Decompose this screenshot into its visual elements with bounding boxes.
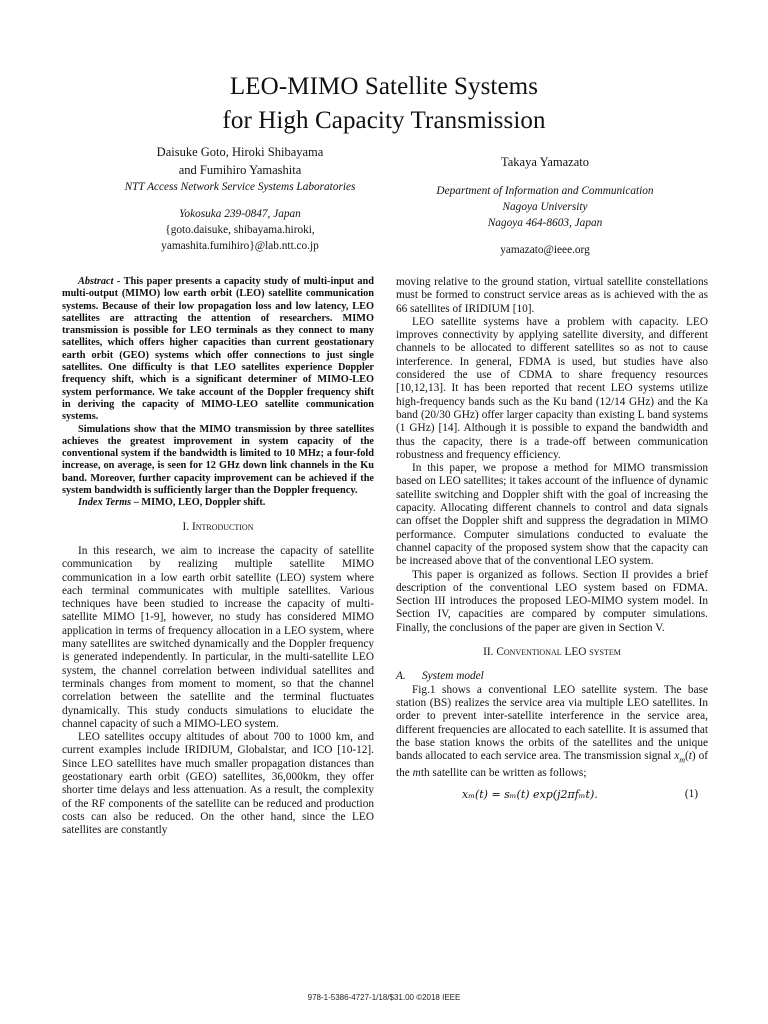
intro-paragraph-3: LEO satellite systems have a problem with capacity. LEO improves connectivity by applying satellite diversity, and different channels to be allocated to different satellites so as not to cause interference. In general, FDMA is used, but studies have also considered the use of CDMA to share frequency resources [10,12,13]. It has been reported that recent LEO systems utilize high-frequency bands such as the Ku band (12/14 GHz) and the Ka band (20/30 GHz) offer larger capacity than existing L band systems (1 GHz) [14]. Although it is possible to expand the bandwidth and thus the capacity, there is a trade-off between communication robustness and frequency efficiency. bbox=[396, 315, 708, 461]
section-title: Introduction bbox=[191, 520, 254, 533]
right-column bbox=[396, 276, 708, 808]
author-address: Nagoya 464-8603, Japan bbox=[487, 217, 603, 229]
author-org: NTT Access Network Service Systems Laboratories bbox=[124, 181, 356, 193]
author-email: {goto.daisuke, shibayama.hiroki, bbox=[165, 224, 315, 236]
author-univ: Nagoya University bbox=[502, 201, 588, 213]
equation-body: xₘ(t) = sₘ(t) exp(j2πfₘt). bbox=[462, 787, 598, 801]
author-block-left bbox=[90, 143, 390, 254]
abstract-paragraph bbox=[62, 276, 374, 424]
index-terms bbox=[62, 497, 374, 509]
author-email-cont: yamashita.fumihiro}@lab.ntt.co.jp bbox=[161, 240, 319, 252]
index-terms-text: – MIMO, LEO, Doppler shift. bbox=[131, 497, 266, 509]
section-title: Conventional LEO system bbox=[496, 646, 621, 659]
paper-title bbox=[0, 70, 768, 138]
equation-1 bbox=[396, 788, 708, 808]
variable-t: t bbox=[688, 750, 692, 763]
intro-paragraph-2: LEO satellites occupy altitudes of about 700 to 1000 km, and current examples include IRIDIUM, Globalstar, and ICO [10-12]. Since LEO satellites have much smaller propagation distances than geostationary earth orbit (GEO) satellites, 36,000km, they offer shorter time delays and less attenuation. As a result, the complexity of the RF components of the satellite can be reduced and production costs can also be reduced. On the other hand, since the LEO satellites are constantly bbox=[62, 731, 374, 837]
copyright-footer: 978-1-5386-4727-1/18/$31.00 ©2018 IEEE bbox=[307, 993, 461, 1002]
abstract-text: - This paper presents a capacity study of multi-input and multi-output (MIMO) low earth orbit (LEO) satellite communication systems. Because of their low propagation loss and low latency, LEO satellites are attracting the attention of researchers. MIMO transmission is possible for LEO terminals as they connect to many satellites, which offers higher capacities than current geostationary earth orbit (GEO) systems which offer connections to just single satellites. One difficulty is that LEO satellites experience Doppler frequency shift, which is a significant determiner of MIMO-LEO system performance. We take account of the Doppler frequency shift in deriving the capacity of MIMO-LEO satellite communication systems. bbox=[62, 276, 374, 423]
variable-m: m bbox=[412, 766, 421, 779]
author-names-cont: and Fumihiro Yamashita bbox=[178, 163, 302, 177]
abstract-label: Abstract bbox=[78, 276, 114, 287]
author-email: yamazato@ieee.org bbox=[500, 244, 590, 256]
author-names: Daisuke Goto, Hiroki Shibayama bbox=[156, 145, 324, 159]
section-heading-conventional bbox=[396, 646, 708, 659]
section-number: I. bbox=[182, 520, 192, 533]
intro-paragraph-1: In this research, we aim to increase the capacity of satellite communication by realizing multiple satellite MIMO communication in a low earth orbit satellite (LEO) system where each terminal communicates with multiple satellites. Various techniques have been studied to increase the capacity of multi-satellite MIMO [1-9], however, no study has considered MIMO application in terms of frequency allocation in a LEO system, where many satellites are switched dynamically and the Doppler frequency is generated independently. In particular, in the multi-satellite LEO system, the channel correlation between individual satellites and terminals changes from moment to moment, so that the channel correlation between the satellite and the terminal fluctuates dynamically. This study conducts simulations to elucidate the channel capacity of such a MIMO-LEO system. bbox=[62, 544, 374, 730]
subsection-title: System model bbox=[422, 670, 484, 683]
title-line-1: LEO-MIMO Satellite Systems bbox=[229, 73, 539, 100]
abstract-paragraph-2: Simulations show that the MIMO transmission by three satellites achieves the greatest improvement in system capacity of the conventional system if the bandwidth is limited to 10 MHz; a four-fold increase, on average, is seen for 12 GHz down link channels in the Ku band. Moreover, further capacity improvement can be achieved if the system bandwidth is sufficiently larger than the Doppler frequency. bbox=[62, 423, 374, 497]
paragraph-text: ) of the bbox=[396, 750, 709, 779]
left-column bbox=[62, 276, 374, 837]
subscript-m: m bbox=[679, 755, 685, 765]
title-line-2: for High Capacity Transmission bbox=[222, 107, 546, 134]
intro-paragraph-2-continued: moving relative to the ground station, virtual satellite constellations must be formed to construct service areas as is achieved with the as 66 satellites of IRIDIUM [10]. bbox=[396, 276, 708, 315]
section-number: II. bbox=[483, 646, 497, 659]
author-block-right bbox=[395, 153, 695, 258]
section-heading-introduction bbox=[62, 521, 374, 534]
intro-paragraph-5: This paper is organized as follows. Section II provides a brief description of the conventional LEO system based on FDMA. Section III introduces the proposed LEO-MIMO system model. In Section IV, capacities are compared by computer simulations. Finally, the conclusions of the paper are given in Section V. bbox=[396, 568, 708, 634]
subsection-letter: A. bbox=[396, 670, 406, 683]
paragraph-text: ( bbox=[684, 750, 689, 763]
author-name: Takaya Yamazato bbox=[501, 155, 589, 169]
subsection-heading bbox=[396, 670, 708, 683]
paragraph-text: Fig.1 shows a conventional LEO satellite system. The base station (BS) realizes the service area via multiple LEO satellites. In order to prevent inter-satellite interference in the service area, different frequencies are allocated to each satellite. It is assumed that the base station knows the orbits of the satellites and the unique bands allocated to each service area. The transmission signal bbox=[396, 683, 708, 763]
paragraph-text: th satellite can be written as follows; bbox=[420, 766, 587, 779]
variable-x: x bbox=[674, 750, 680, 763]
author-dept: Department of Information and Communication bbox=[436, 185, 654, 197]
equation-number: (1) bbox=[684, 787, 698, 800]
index-terms-label: Index Terms bbox=[78, 497, 132, 509]
author-address: Yokosuka 239-0847, Japan bbox=[179, 208, 301, 220]
intro-paragraph-4: In this paper, we propose a method for MIMO transmission based on LEO satellites; it takes account of the influence of dynamic satellite switching and Doppler shift with the goal of increasing the capacity. Allocating different channels to control and data signals can offset the Doppler shift and suppress the degradation in MIMO performance. Computer simulations conducted to evaluate the channel capacity of the proposed system show that the capacity can be increased above that of the conventional LEO system. bbox=[396, 462, 708, 568]
system-model-paragraph bbox=[396, 684, 708, 780]
